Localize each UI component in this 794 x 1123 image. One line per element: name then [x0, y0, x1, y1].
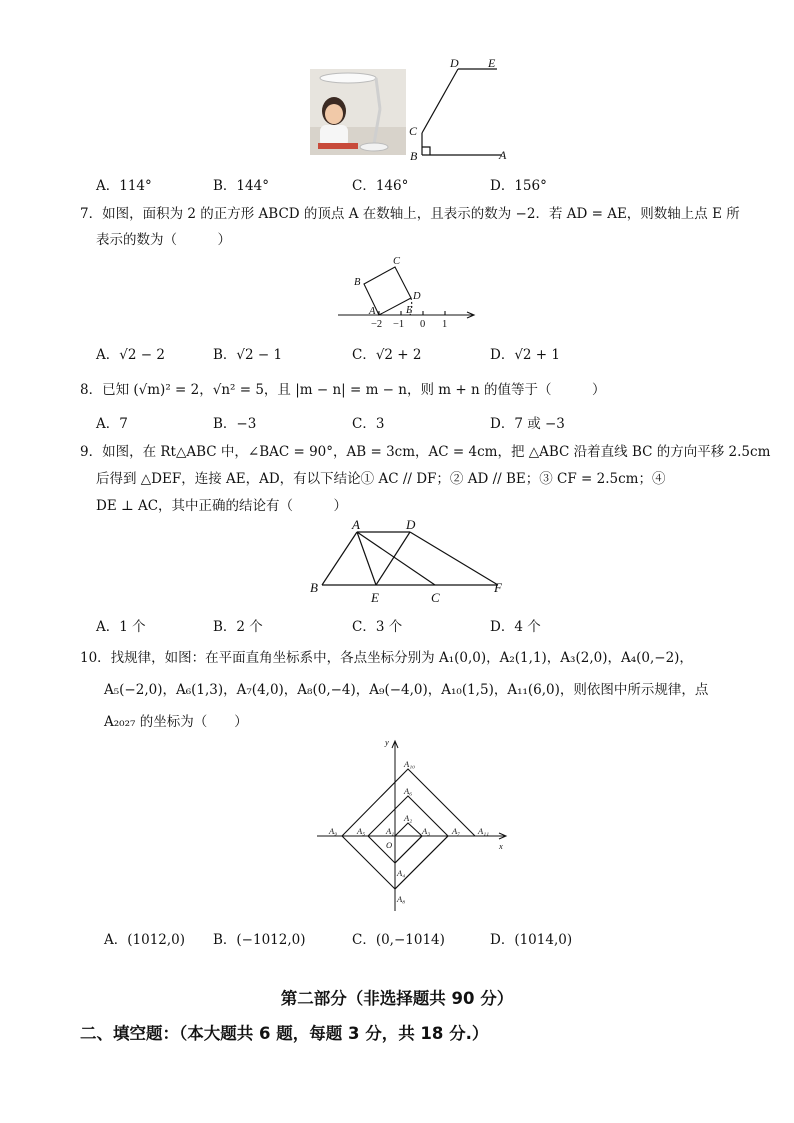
q6-photo [310, 69, 406, 155]
q9-option-a[interactable]: A．1 个 [96, 619, 146, 635]
q7-stem-line1: 7．如图，面积为 2 的正方形 ABCD 的顶点 A 在数轴上，且表示的数为 −2．若 AD = AE，则数轴上点 E 所 [80, 206, 740, 222]
q10-option-d[interactable]: D．(1014,0) [490, 932, 573, 948]
line-dc [422, 69, 458, 133]
q9-stem-line2: 后得到 △DEF，连接 AE，AD，有以下结论① AC // DF；② AD // BE；③ CF = 2.5cm；④ [96, 471, 666, 487]
q8-option-c[interactable]: C．3 [352, 416, 385, 432]
q7-option-b[interactable]: B．√2 − 1 [213, 347, 283, 363]
label-b: B [410, 149, 418, 163]
q6-option-a[interactable]: A．114° [96, 178, 152, 194]
label-d: D [413, 291, 421, 302]
q9-stem-line1: 9．如图，在 Rt△ABC 中，∠BAC = 90°，AB = 3cm，AC = 4cm，把 △ABC 沿着直线 BC 的方向平移 2.5cm [80, 444, 771, 460]
q9-figure [305, 516, 515, 606]
label-y: y [385, 737, 389, 747]
q8-option-b[interactable]: B．−3 [213, 416, 257, 432]
part2-title: 第二部分（非选择题共 90 分） [280, 989, 514, 1008]
label-d: D [450, 56, 459, 70]
label-a7: A₇ [452, 826, 461, 836]
q7-option-c[interactable]: C．√2 + 2 [352, 347, 422, 363]
tick-label-0: 0 [420, 319, 426, 330]
label-o: O [386, 840, 393, 850]
label-c: C [409, 124, 418, 138]
q6-angle-figure [405, 54, 515, 164]
q10-option-a[interactable]: A．(1012,0) [104, 932, 186, 948]
label-a2: A₂ [404, 813, 413, 823]
q7-figure [335, 252, 480, 332]
q9-stem-line3: DE ⊥ AC，其中正确的结论有（ ） [96, 498, 348, 514]
q10-stem-line1: 10．找规律，如图：在平面直角坐标系中，各点坐标分别为 A₁(0,0)，A₂(1,1)，A₃(2,0)，A₄(0,−2)， [80, 650, 693, 666]
tick-label-neg1: −1 [393, 319, 405, 330]
q6-option-d[interactable]: D．156° [490, 178, 547, 194]
label-a4: A₄ [397, 868, 406, 878]
label-a10: A₁₀ [404, 759, 416, 769]
label-a: A [352, 517, 360, 532]
q10-figure [312, 736, 512, 916]
q6-option-c[interactable]: C．146° [352, 178, 409, 194]
q10-stem-line2: A₅(−2,0)，A₆(1,3)，A₇(4,0)，A₈(0,−4)，A₉(−4,0)，A₁₀(1,5)，A₁₁(6,0)，则依图中所示规律，点 [104, 682, 709, 698]
segment-ab [322, 532, 357, 585]
label-x: x [499, 841, 503, 851]
q8-stem: 8．已知 (√m)² = 2，√n² = 5，且 |m − n| = m − n，则 m + n 的值等于（ ） [80, 382, 606, 398]
q8-option-a[interactable]: A．7 [96, 416, 128, 432]
label-c: C [393, 256, 401, 267]
q10-option-b[interactable]: B．(−1012,0) [213, 932, 306, 948]
q9-option-c[interactable]: C．3 个 [352, 619, 403, 635]
q10-option-c[interactable]: C．(0,−1014) [352, 932, 445, 948]
label-b: B [354, 277, 361, 288]
label-d: D [406, 517, 416, 532]
tick-label-neg2: −2 [371, 319, 383, 330]
label-b: B [310, 580, 318, 595]
segment-de [376, 532, 410, 585]
label-a9: A₉ [329, 826, 338, 836]
label-a: A [369, 306, 376, 317]
q6-option-b[interactable]: B．144° [213, 178, 269, 194]
label-a1: A₁ [386, 826, 395, 836]
label-e: E [488, 56, 496, 70]
lamp-girl-picture [310, 69, 406, 155]
label-a3: A₃ [422, 826, 431, 836]
label-f: F [494, 580, 502, 595]
q7-stem-line2: 表示的数为（ ） [96, 232, 231, 248]
label-a: A [499, 148, 507, 162]
label-a6: A₆ [404, 786, 413, 796]
q8-option-d[interactable]: D．7 或 −3 [490, 416, 565, 432]
q7-option-a[interactable]: A．√2 − 2 [96, 347, 165, 363]
label-e: E [371, 590, 379, 605]
label-a8: A₈ [397, 894, 406, 904]
label-c: C [431, 590, 440, 605]
q7-option-d[interactable]: D．√2 + 1 [490, 347, 560, 363]
label-e: E [406, 305, 413, 316]
right-angle-mark [422, 147, 430, 155]
label-a11: A₁₁ [478, 826, 490, 836]
q9-option-d[interactable]: D．4 个 [490, 619, 541, 635]
label-a5: A₅ [357, 826, 366, 836]
q9-option-b[interactable]: B．2 个 [213, 619, 263, 635]
q10-stem-line3: A₂₀₂₇ 的坐标为（ ） [104, 714, 248, 730]
tick-label-1: 1 [442, 319, 448, 330]
segment-ae [357, 532, 376, 585]
fill-in-section-heading: 二、填空题：（本大题共 6 题，每题 3 分，共 18 分.） [80, 1024, 489, 1043]
